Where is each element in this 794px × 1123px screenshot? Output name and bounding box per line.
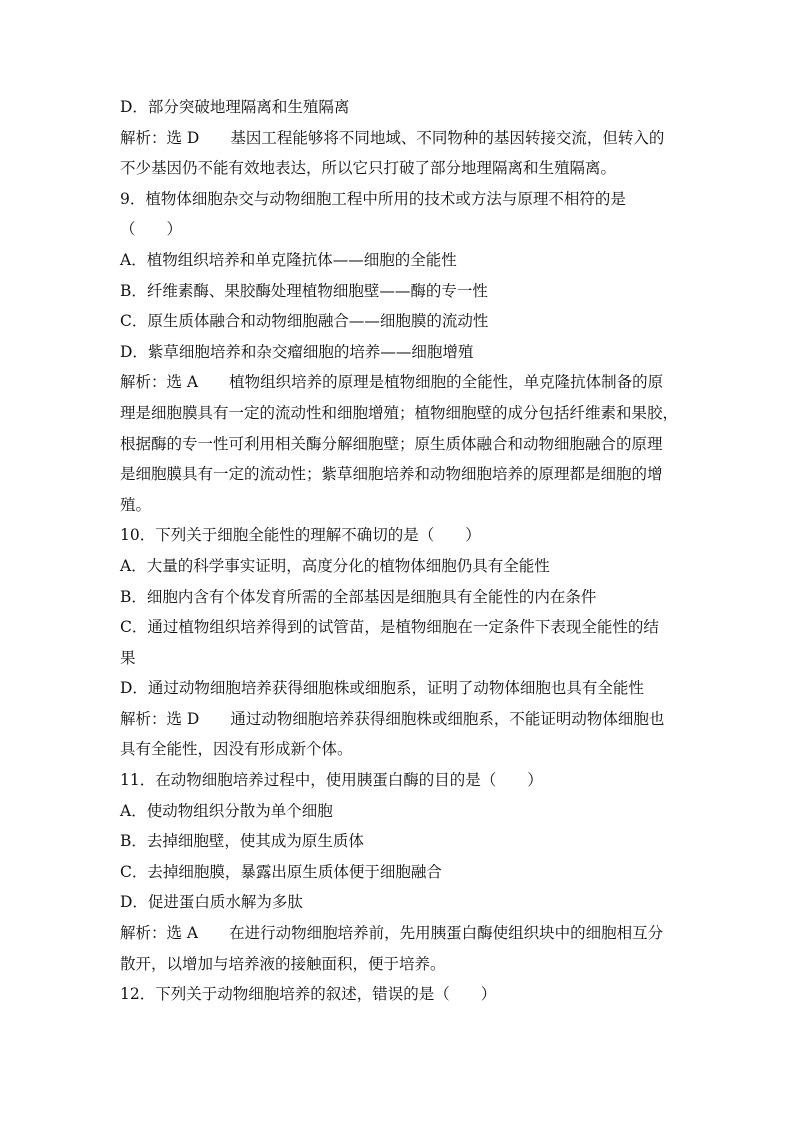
explanation-q9-line-1: 解析：选 A 植物组织培养的原理是植物细胞的全能性，单克隆抗体制备的原: [120, 373, 664, 392]
question-10-option-b: B．细胞内含有个体发育所需的全部基因是细胞具有全能性的内在条件: [120, 587, 597, 606]
explanation-q11-line-2: 散开，以增加与培养液的接触面积，便于培养。: [120, 954, 446, 973]
question-10-option-c-line-1: C．通过植物组织培养得到的试管苗，是植物细胞在一定条件下表现全能性的结: [120, 618, 659, 637]
question-9-option-a: A．植物组织培养和单克隆抗体——细胞的全能性: [120, 250, 457, 269]
question-9-stem: 9．植物体细胞杂交与动物细胞工程中所用的技术或方法与原理不相符的是: [120, 189, 626, 208]
explanation-q8-line-1: 解析：选 D 基因工程能够将不同地域、不同物种的基因转接交流，但转入的: [120, 128, 665, 147]
question-11-option-a: A．使动物组织分散为单个细胞: [120, 801, 333, 820]
explanation-q11-line-1: 解析：选 A 在进行动物细胞培养前，先用胰蛋白酶使组织块中的细胞相互分: [120, 924, 664, 943]
question-11-option-c: C．去掉细胞膜，暴露出原生质体便于细胞融合: [120, 862, 442, 881]
question-11-option-d: D．促进蛋白质水解为多肽: [120, 893, 303, 912]
question-9-answer-blank: （ ）: [120, 220, 183, 239]
question-10-option-a: A．大量的科学事实证明，高度分化的植物体细胞仍具有全能性: [120, 556, 550, 575]
document-body: [120, 92, 680, 1010]
question-11-stem: 11．在动物细胞培养过程中，使用胰蛋白酶的目的是（ ）: [120, 771, 543, 790]
explanation-q10-line-1: 解析：选 D 通过动物细胞培养获得细胞株或细胞系，不能证明动物体细胞也: [120, 709, 665, 728]
explanation-q10-line-2: 具有全能性，因没有形成新个体。: [120, 740, 353, 759]
question-11-option-b: B．去掉细胞壁，使其成为原生质体: [120, 832, 364, 851]
question-9-option-b: B．纤维素酶、果胶酶处理植物细胞壁——酶的专一性: [120, 281, 488, 300]
question-10-option-c-line-2: 果: [120, 648, 136, 667]
explanation-q9-line-2: 理是细胞膜具有一定的流动性和细胞增殖；植物细胞壁的成分包括纤维素和果胶，: [120, 403, 679, 422]
explanation-q9-line-5: 殖。: [120, 495, 152, 514]
explanation-q9-line-4: 是细胞膜具有一定的流动性；紫草细胞培养和动物细胞培养的原理都是细胞的增: [120, 465, 663, 484]
explanation-q9-line-3: 根据酶的专一性可利用相关酶分解细胞壁；原生质体融合和动物细胞融合的原理: [120, 434, 663, 453]
question-10-stem: 10．下列关于细胞全能性的理解不确切的是（ ）: [120, 526, 481, 545]
question-9-option-d: D．紫草细胞培养和杂交瘤细胞的培养——细胞增殖: [120, 342, 474, 361]
question-10-option-d: D．通过动物细胞培养获得细胞株或细胞系，证明了动物体细胞也具有全能性: [120, 679, 644, 698]
option-d-q8: D．部分突破地理隔离和生殖隔离: [120, 98, 350, 116]
explanation-q8-line-2: 不少基因仍不能有效地表达，所以它只打破了部分地理隔离和生殖隔离。: [120, 159, 617, 178]
question-12-stem: 12．下列关于动物细胞培养的叙述，错误的是（ ）: [120, 985, 497, 1004]
question-9-option-c: C．原生质体融合和动物细胞融合——细胞膜的流动性: [120, 312, 489, 331]
